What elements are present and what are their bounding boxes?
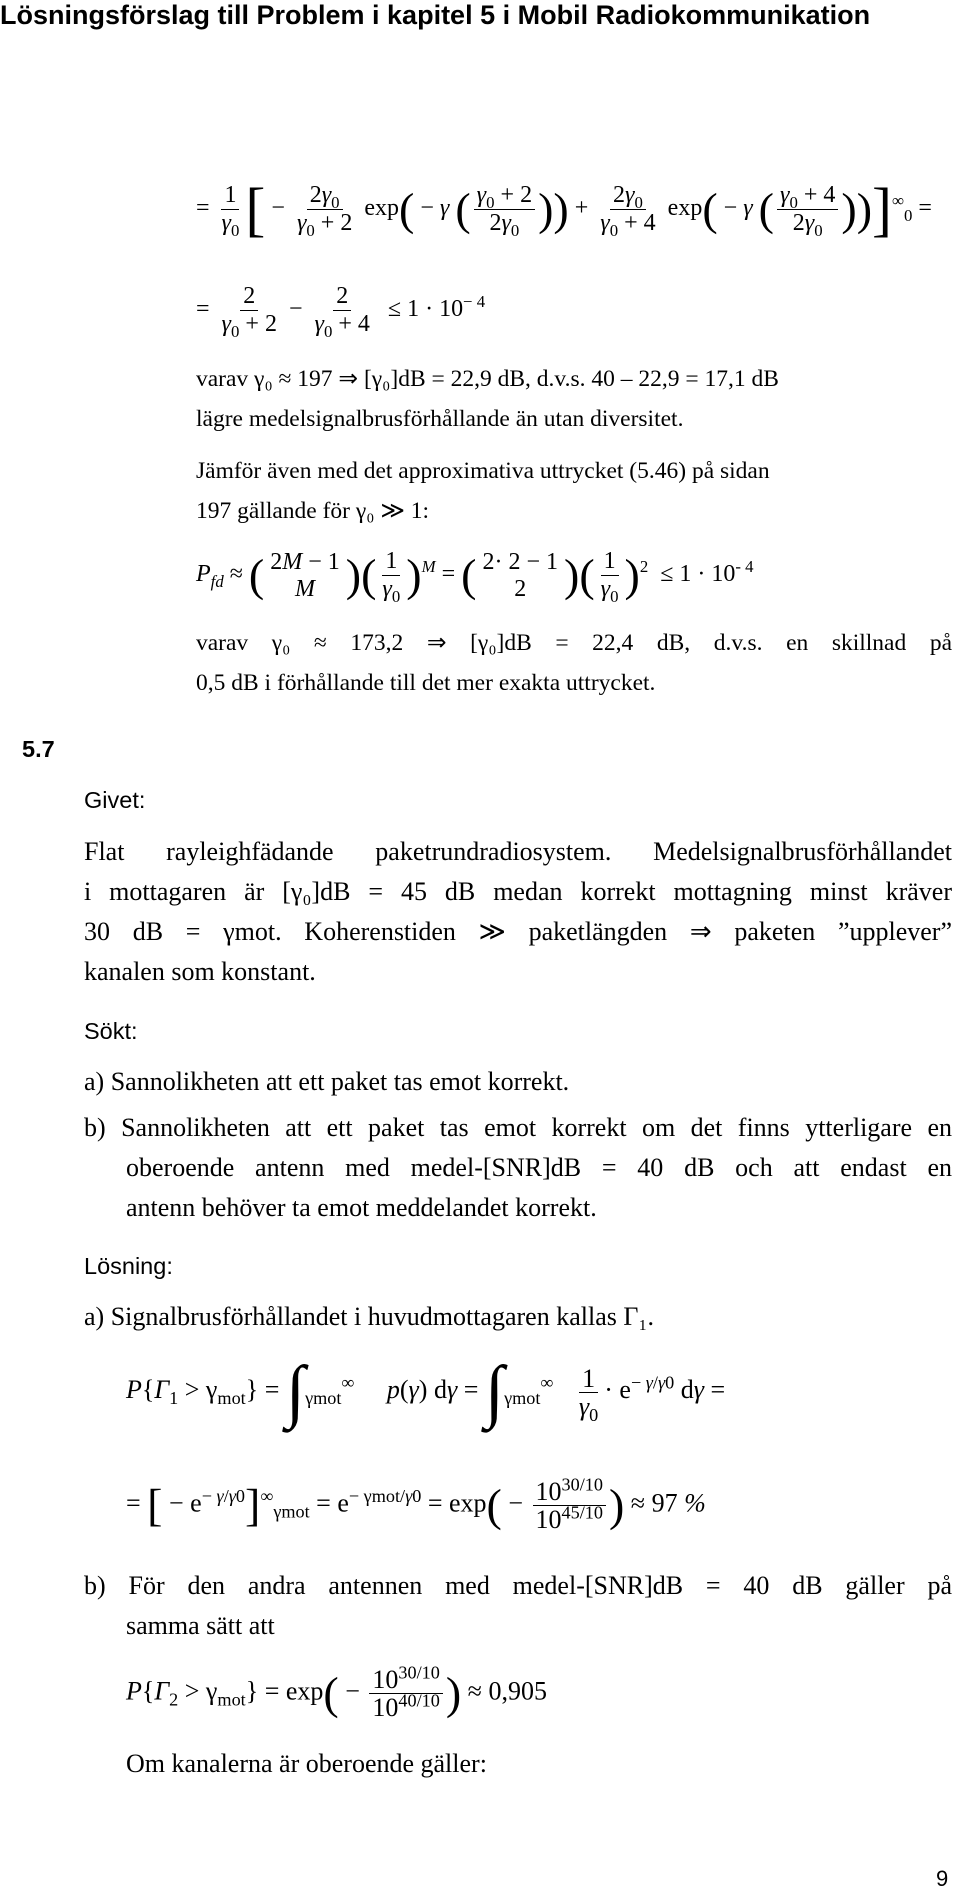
- text-varav-1: varav γ₀ ≈ 197 ⇒ [γ₀]dB = 22,9 dB, d.v.s. 40 – 22,9 = 17,1 dB: [196, 366, 779, 392]
- page-header-title: Lösningsförslag till Problem i kapitel 5 i Mobil Radiokommunikation: [0, 0, 871, 30]
- text-givet-2: i mottagaren är [γ₀]dB = 45 dB medan korrekt mottagning minst kräver: [84, 877, 952, 906]
- text-givet-3: 30 dB = γmot. Koherenstiden ≫ paketlängden ⇒ paketen ”upplever”: [84, 917, 952, 946]
- text-losning-b2: samma sätt att: [126, 1611, 275, 1640]
- text-varav-2a: varav γ₀ ≈ 173,2 ⇒ [γ₀]dB = 22,4 dB, d.v.s. en skillnad på: [196, 630, 952, 656]
- equation-2: = $\frac{2}{\gamma_0 + 2}$ − $\frac{2}{\gamma_0 + 4}$ ≤ $1 \cdot 10^{- 4}$: [196, 283, 486, 341]
- text-197: 197 gällande för γ₀ ≫ 1:: [196, 498, 430, 524]
- text-givet-1: Flat rayleighfädande paketrundradiosystem. Medelsignalbrusförhållandet: [84, 837, 952, 866]
- text-varav-2b: 0,5 dB i förhållande till det mer exakta uttrycket.: [196, 670, 656, 696]
- label-givet: Givet:: [84, 787, 146, 813]
- text-sokt-a: a) Sannolikheten att ett paket tas emot korrekt.: [84, 1067, 570, 1096]
- equation-3: $P_{fd}$ ≈ ( 2M − 1 M )( $\frac{1}{\gamma_0}$ )$^M$ = ( 2· 2 − 1 2 )( $\frac{1}{\gamma_0}$ )$^2 \le 1 \cdot 10^{- 4}$: [196, 548, 754, 606]
- text-losning-a: a) Signalbrusförhållandet i huvudmottagaren kallas Γ₁.: [84, 1302, 654, 1331]
- equation-5: = [ − $e^{- \gamma/\gamma 0}]^\infty_{\gamma mot} = e^{- \gamma mot/\gamma 0} = \exp$( − $\frac{10^{30/10}}{10^{45/10}}$ ) ≈ 97 %: [126, 1474, 706, 1534]
- text-sokt-b2: oberoende antenn med medel-[SNR]dB = 40 dB och att endast en: [126, 1153, 952, 1182]
- text-jamfor: Jämför även med det approximativa uttrycket (5.46) på sidan: [196, 458, 770, 484]
- page-number: 9: [936, 1866, 949, 1891]
- text-sokt-b3: antenn behöver ta emot meddelandet korrekt.: [126, 1193, 597, 1222]
- label-losning: Lösning:: [84, 1253, 173, 1279]
- label-sokt: Sökt:: [84, 1018, 138, 1044]
- problem-number: 5.7: [22, 736, 55, 762]
- text-sokt-b1: b) Sannolikheten att ett paket tas emot korrekt om det finns ytterligare en: [84, 1113, 952, 1142]
- equation-1: = $\frac{1}{\gamma_0}$ [ − $\frac{2\gamma_0}{\gamma_0 + 2}$ exp( − γ ( $\frac{\gamma_0 + 2}{2\gamma_0}$ )) + $\frac{2\gamma_0}{\gamma_0 + 4}$ exp( − γ ( $\frac{\gamma_0 + 4}{2\gamma_0}$ ))]$^\infty_0$ =: [196, 176, 932, 243]
- equation-4: $P\{\Gamma_1 > \gamma_{mot}\} = \int_{\gamma mot}^\infty$ p(γ) $d\gamma = \int_{\gamma mot}^\infty$ $\frac{1}{\gamma_0}$ · $e^{- \gamma/\gamma 0}$ dγ =: [126, 1353, 726, 1430]
- text-lagre: lägre medelsignalbrusförhållande än utan diversitet.: [196, 406, 684, 432]
- text-givet-4: kanalen som konstant.: [84, 957, 316, 986]
- equation-6: $P\{\Gamma_2 > \gamma_{mot}\} = \exp$( − $\frac{10^{30/10}}{10^{40/10}}$ ) ≈ 0,905: [126, 1662, 547, 1722]
- text-losning-b1: b) För den andra antennen med medel-[SNR]dB = 40 dB gäller på: [84, 1571, 952, 1600]
- text-om-kanalerna: Om kanalerna är oberoende gäller:: [126, 1749, 487, 1778]
